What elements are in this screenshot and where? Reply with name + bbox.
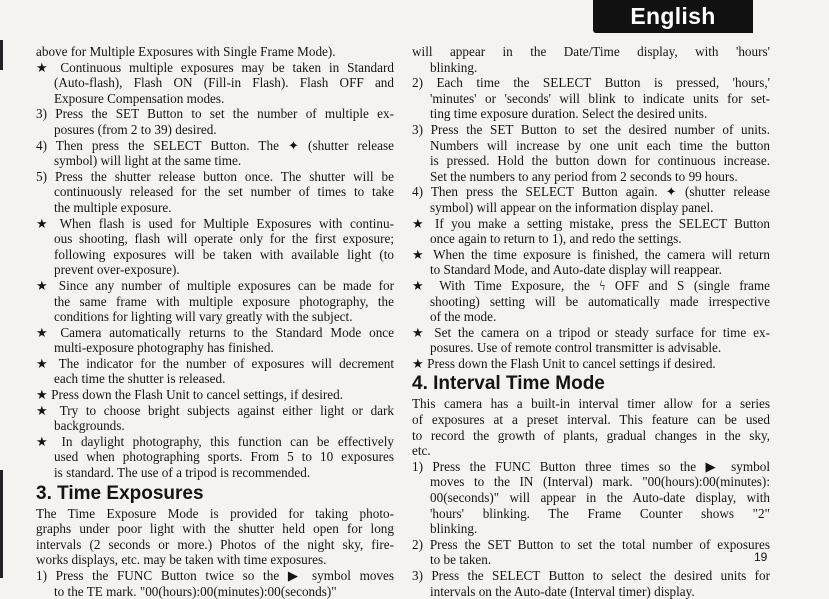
section-heading-time-exposures: 3. Time Exposures [36,482,204,504]
text-line: ★ Try to choose bright subjects against either light or dark [36,402,394,418]
text-line: 2) Press the SET Button to set the total number of exposures [412,536,770,552]
text-line: blinking. [430,521,478,537]
text-line: of exposures at a preset interval. This feature can be used [412,412,770,428]
text-line: multi-exposure photography has finished. [54,340,274,356]
text-line: moves to the IN (Interval) mark. "00(hours):00(minutes): [430,474,770,490]
text-line: each time the shutter is released. [54,371,226,387]
text-line: posures. Use of remote control transmitter is advisable. [430,340,722,356]
text-line: once again to return to 1), and redo the settings. [430,231,682,247]
text-line: ★ Camera automatically returns to the Standard Mode once [36,324,394,340]
text-line: Numbers will increase by one unit each time the button [430,137,770,153]
text-line: ★ When flash is used for Multiple Exposures with continu- [36,215,394,231]
text-line: ★ Continuous multiple exposures may be taken in Standard [36,59,394,75]
text-line: to be taken. [430,552,492,568]
text-line: ★ If you make a setting mistake, press the SELECT Button [412,215,770,231]
text-line: blinking. [430,59,478,75]
text-line: to the TE mark. "00(hours):00(minutes):00(seconds)" [54,583,337,599]
text-line: used when photographing sports. From 5 to 10 exposures [54,449,394,465]
page-number: 19 [754,550,768,564]
text-line: ★ When the time exposure is finished, the camera will return [412,246,770,262]
text-line: ★ In daylight photography, this function can be effectively [36,433,394,449]
text-line: the multiple exposure. [54,199,172,215]
text-line: 3) Press the SET Button to set the number of multiple ex- [36,106,394,122]
text-line: 00(seconds)" will appear in the Auto-date display, with [430,490,770,506]
text-line: ★ With Time Exposure, the ϟ OFF and S (single frame [412,277,770,293]
text-line: 1) Press the FUNC Button twice so the ▶ symbol moves [36,568,394,583]
text-line: to Standard Mode, and Auto-date display will reappear. [430,262,722,278]
text-line: is pressed. Hold the button down for continuous increase. [430,153,770,169]
text-line: The Time Exposure Mode is provided for taking photo- [36,505,394,521]
text-line: 5) Press the shutter release button once. The shutter will be [36,168,394,184]
text-line: ★ The indicator for the number of exposures will decrement [36,355,394,371]
section-heading-interval-time-mode: 4. Interval Time Mode [412,373,605,395]
text-line: 3) Press the SELECT Button to select the desired units for [412,568,770,583]
text-line: posures (from 2 to 39) desired. [54,121,217,137]
text-line: ★ Press down the Flash Unit to cancel settings if desired. [412,355,716,371]
text-line: the same frame with multiple exposure photography, the [54,293,394,309]
text-line: to record the growth of plants, gradual changes in the sky, [412,427,770,443]
text-line: symbol) will light at the same time. [54,153,242,169]
text-line: conditions for lighting will vary greatly with the subject. [54,309,353,325]
text-line: above for Multiple Exposures with Single Frame Mode). [36,44,336,59]
text-line: 'minutes' or 'seconds' will blink to indicate units for set- [430,90,770,106]
text-line: 4) Then press the SELECT Button again. ✦ (shutter release [412,184,770,200]
text-line: Set the numbers to any period from 2 seconds to 99 hours. [430,168,738,184]
text-line: intervals on the Auto-date (Interval timer) display. [430,583,695,599]
text-line: ★ Press down the Flash Unit to cancel settings, if desired. [36,387,344,403]
text-line: following exposures will be taken with available light (to [54,246,394,262]
text-line: shooting) setting will be automatically made irrespective [430,293,770,309]
page-edge-mark [0,40,3,70]
text-line: (Auto-flash), Flash ON (Fill-in Flash). Flash OFF and [54,75,394,91]
text-line: backgrounds. [54,418,125,434]
text-line: is standard. The use of a tripod is recommended. [54,465,311,481]
text-line: works displays, etc. may be taken with time exposures. [36,552,327,568]
text-line: 4) Then press the SELECT Button. The ✦ (shutter release [36,137,394,153]
text-line: Exposure Compensation modes. [54,90,225,106]
text-line: will appear in the Date/Time display, with 'hours' [412,44,770,59]
text-line: graphs under poor light with the shutter held open for long [36,521,394,537]
text-line: This camera has a built-in interval timer allow for a series [412,396,770,412]
text-line: ting time exposure duration. Select the desired units. [430,106,708,122]
text-line: 3) Press the SET Button to set the desired number of units. [412,121,770,137]
text-line: of the mode. [430,309,497,325]
text-line: 'hours' blinking. The Frame Counter shows "2" [430,505,770,521]
text-line: etc. [412,443,431,459]
page-edge-mark [0,470,3,578]
text-line: ous shooting, flash will operate only for the first exposure; [54,231,394,247]
language-tab: English [593,0,753,33]
right-column [412,44,770,599]
text-line: ★ Set the camera on a tripod or steady surface for time ex- [412,324,770,340]
text-line: 1) Press the FUNC Button three times so the ▶ symbol [412,458,770,474]
text-line: intervals (2 seconds or more.) Photos of the night sky, fire- [36,536,394,552]
text-line: symbol) will appear on the information display panel. [430,199,714,215]
text-line: prevent over-exposure). [54,262,180,278]
left-column [36,44,394,599]
text-line: ★ Since any number of multiple exposures can be made for [36,277,394,293]
text-line: continuously released for the set number of times to take [54,184,394,200]
text-line: 2) Each time the SELECT Button is pressed, 'hours,' [412,75,770,91]
